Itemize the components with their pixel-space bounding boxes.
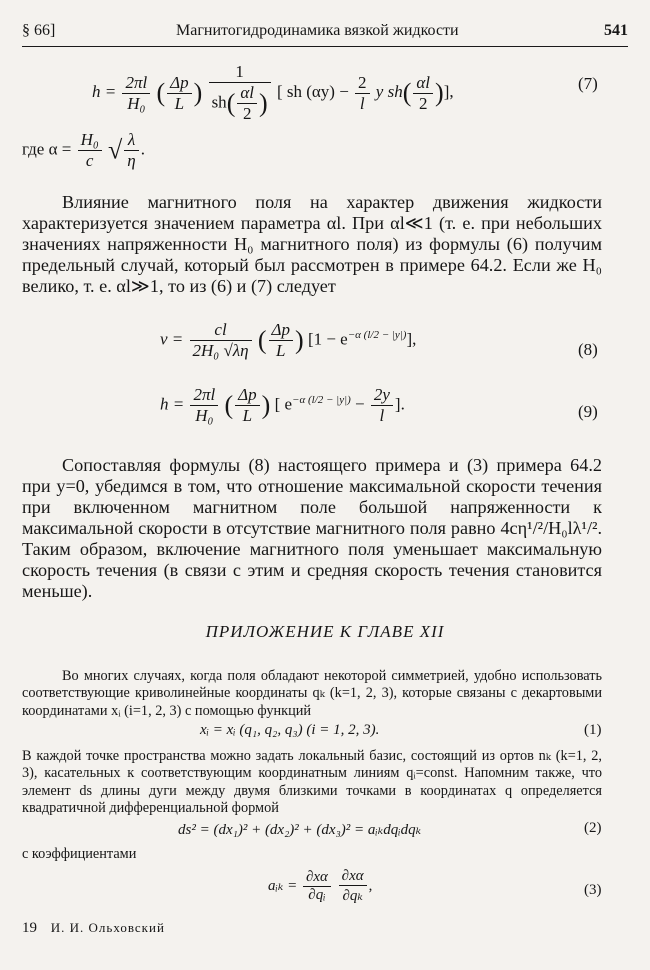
equation-3: aᵢₖ = $\frac{\partial x\alpha}{\text{∂qᵢ}}$ $\frac{\partial x\alpha}{\text{∂qₖ}}$ , [268,868,373,904]
equation-9: h = $\frac{2\pi l}{\text{H₀}}$ ( $\frac{\Delta p}{L}$ ) [ $e^{-\alpha (l/2 - |y|)}$ − $\frac{2y}{l}$ ]. [160,385,405,425]
paragraph-3: Во многих случаях, когда поля обладают некоторой симметрией, удобно использовать соответствующие криволинейные координаты qₖ (k=1, 2, 3), которые связаны с декартовыми координатами xᵢ (i=1, 2, 3) с помощью функций [22,668,602,719]
page-number: 541 [604,22,628,39]
alpha-definition: где α = $\frac{\text{H₀}}{c}$ √ $\frac{\lambda}{\eta}$ . [22,130,145,170]
running-header [22,22,628,48]
eq7-lhs: h = [92,81,117,101]
footer [22,920,165,937]
equation-8: v = $\frac{cl}{\text{2H₀ √λη}}$ ( $\frac{\Delta p}{L}$ ) $[1 - e^{-\alpha (l/2 - |y|)}]$, [160,320,417,360]
eq2-number: (2) [584,820,602,836]
eq3-number: (3) [584,882,602,898]
eq9-number: (9) [578,402,598,421]
eq7-frac2: $\frac{\Delta p}{L}$ [167,73,191,114]
paragraph-1: Влияние магнитного поля на характер движения жидкости характеризуется значением параметра αl. При αl≪1 (т. е. при небольших значениях напряженности H₀ магнитного поля) из формулы (6) получим предельный случай, который был рассмотрен в примере 64.2. Если же H₀ велико, т. е. αl≫1, то из (6) и (7) следует [22,192,602,296]
eq7-frac1: $\frac{2\pi l}{\text{H₀}}$ [122,73,150,114]
section-mark: § 66] [22,22,56,39]
signature-number: 19 [22,920,37,936]
eq8-number: (8) [578,340,598,359]
header-rule [22,46,628,47]
paragraph-2: Сопоставляя формулы (8) настоящего примера и (3) примера 64.2 при y=0, убедимся в том, что отношение максимальной скорости течения при включенном магнитном поле большой напряженности к максимальной скорости в отсутствие магнитного поля равно 4cη¹/²/H₀lλ¹/². Таким образом, включение магнитного поля уменьшает максимальную скорость течения (в связи с этим и средняя скорость течения становится меньше). [22,455,602,601]
appendix-title: ПРИЛОЖЕНИЕ К ГЛАВЕ XII [205,622,445,641]
paragraph-4: В каждой точке пространства можно задать локальный базис, состоящий из ортов nₖ (k=1, 2, 3), касательных к соответствующим координатным линиям qᵢ=const. Напомним также, что элемент ds длины дуги между двумя близкими точками в координатах q определяется квадратичной дифференциальной формой [22,748,602,817]
eq7-bracket: [ sh (αy) − [276,81,354,101]
eq7-frac3: 1 sh( $\frac{\alpha l}{2}$ ) [209,62,271,124]
running-title: Магнитогидродинамика вязкой жидкости [176,22,459,39]
equation-7: h = $\frac{2\pi l}{\text{H₀}}$ ( $\frac{\Delta p}{L}$ ) 1 sh( $\frac{\alpha l}{2}$ ) [ sh (αy) − $\frac{2}{l}$ y sh( $\frac{\alpha l}{2}$ )], [92,62,454,123]
equation-2: ds² = (dx₁)² + (dx₂)² + (dx₃)² = aᵢₖdqᵢdqₖ [178,822,422,838]
footer-author: И. И. Ольховский [50,920,165,935]
eq7-number: (7) [578,74,598,93]
equation-1: xᵢ = xᵢ (q₁, q₂, q₃) (i = 1, 2, 3). [200,722,380,738]
paragraph-5: с коэффициентами [22,846,137,862]
sqrt-icon: √ [108,135,123,165]
eq7-ysh: y sh [375,81,403,101]
eq1-number: (1) [584,722,602,738]
